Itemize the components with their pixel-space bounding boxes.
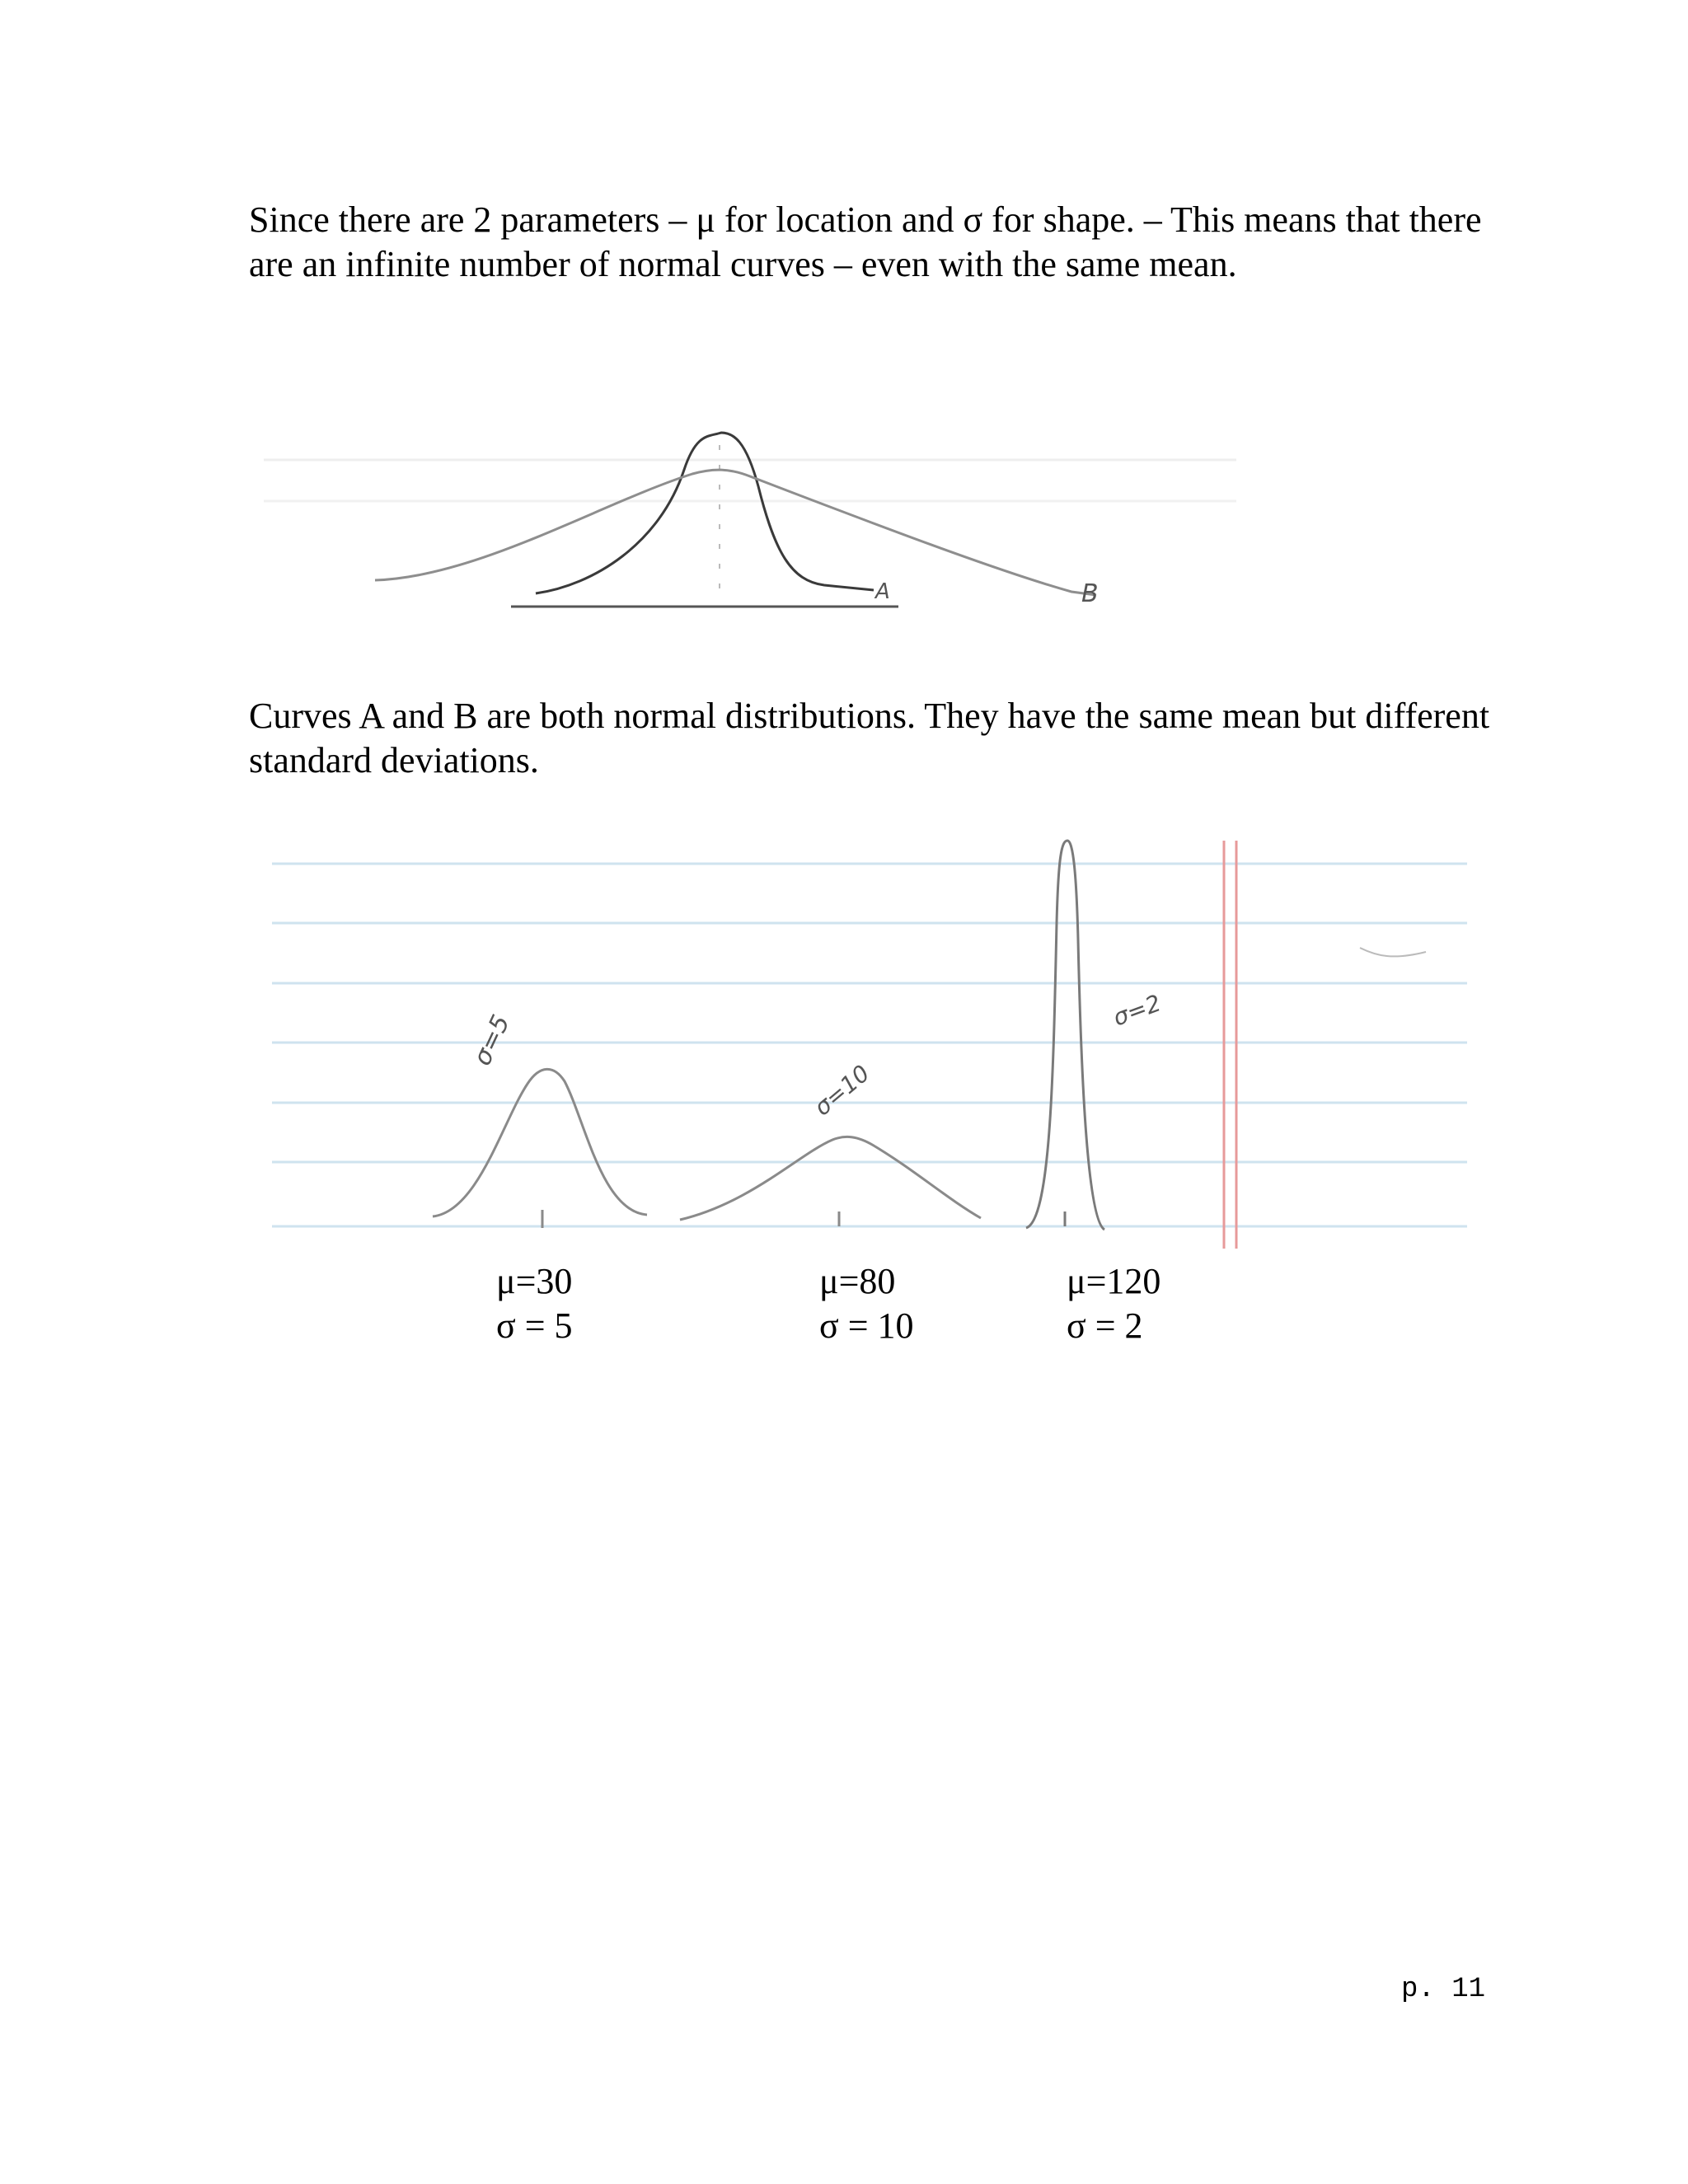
mu-label: μ=80 — [819, 1261, 896, 1301]
curve-mu120 — [1026, 841, 1104, 1230]
handwritten-sigma-5: σ=5 — [467, 1010, 516, 1071]
caption-mu120 — [1067, 1259, 1160, 1348]
curve-mu30 — [433, 1069, 647, 1216]
page-number: p. 11 — [1401, 1974, 1486, 2005]
sigma-label: σ = 10 — [819, 1305, 914, 1346]
curve-b — [375, 470, 1096, 595]
curve-mu80 — [680, 1137, 981, 1220]
mu-label: μ=120 — [1067, 1261, 1161, 1301]
sigma-label: σ = 5 — [496, 1305, 573, 1346]
curves-ab-paragraph: Curves A and B are both normal distributions. They have the same mean but different standard deviations. — [249, 696, 1490, 780]
handwritten-sigma-2: σ=2 — [1109, 989, 1165, 1032]
caption-mu30 — [496, 1259, 573, 1348]
mu-label: μ=30 — [496, 1261, 573, 1301]
ruled-lines — [272, 864, 1467, 1226]
curve-a — [536, 433, 874, 593]
intro-paragraph: Since there are 2 parameters – μ for location and σ for shape. – This means that there are an infinite number of normal curves – even with the same mean. — [249, 199, 1482, 284]
three-normal-curves-sketch — [256, 824, 1475, 1269]
sigma-label: σ = 2 — [1067, 1305, 1143, 1346]
same-mean-curves-sketch — [247, 338, 1286, 692]
curve-a-label: A — [875, 579, 890, 604]
handwritten-sigma-10: σ=10 — [809, 1059, 875, 1122]
curve-b-label: B — [1081, 579, 1099, 608]
caption-mu80 — [819, 1259, 914, 1348]
